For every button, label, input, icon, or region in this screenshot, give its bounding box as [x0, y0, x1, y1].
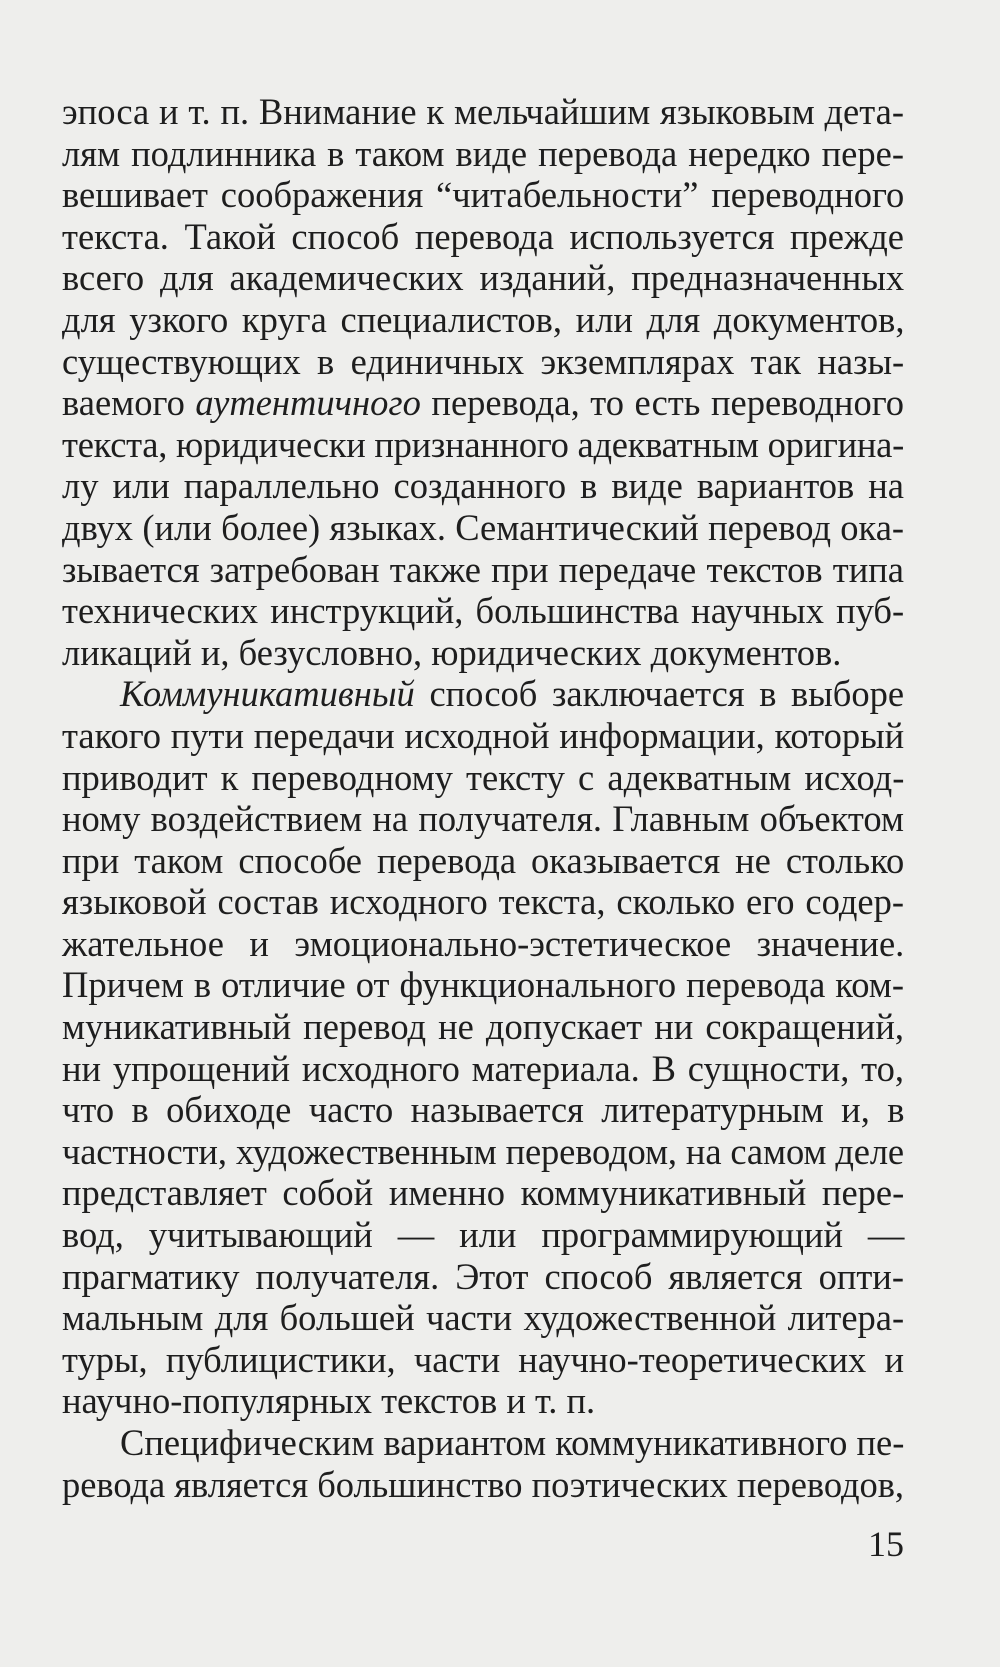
italic-term-communicative: Коммуникативный	[120, 673, 415, 715]
text-line: текста, юридически признанного адекватным оригина-	[62, 423, 904, 465]
text-line: туры, публицистики, части научно-теоретических и	[62, 1338, 904, 1380]
paragraph-2	[62, 673, 904, 1422]
paragraph-3	[62, 1422, 904, 1505]
text-line: при таком способе перевода оказывается не столько	[62, 839, 905, 881]
text-line: ному воздействием на получателя. Главным объектом	[62, 798, 904, 840]
text-line: лям подлинника в таком виде перевода нередко пере-	[62, 132, 904, 174]
text-run: способ заключается в выборе	[414, 673, 905, 715]
text-line: зывается затребован также при передаче текстов типа	[62, 548, 904, 590]
text-line: такого пути передачи исходной информации, который	[62, 714, 905, 756]
text-line: мальным для большей части художественной литера-	[62, 1297, 905, 1339]
text-line: для узкого круга специалистов, или для документов,	[62, 298, 905, 340]
italic-term-authentic: аутентичного	[195, 382, 421, 424]
text-line: прагматику получателя. Этот способ является опти-	[62, 1255, 904, 1297]
text-line: жательное и эмоционально-эстетическое значение.	[62, 922, 905, 964]
text-line: лу или параллельно созданного в виде вариантов на	[62, 465, 904, 507]
text-line: текста. Такой способ перевода используется прежде	[62, 215, 904, 257]
text-line: языковой состав исходного текста, сколько его содер-	[62, 881, 904, 923]
text-line: Причем в отличие от функционального перевода ком-	[62, 964, 904, 1006]
text-line: существующих в единичных экземплярах так назы-	[62, 340, 905, 382]
text-line: научно-популярных текстов и т. п.	[62, 1380, 596, 1422]
text-line: что в обиходе часто называется литературным и, в	[62, 1089, 905, 1131]
text-line: двух (или более) языках. Семантический перевод ока-	[62, 506, 905, 548]
text-line: ревода является большинство поэтических переводов,	[62, 1463, 904, 1505]
text-line: Специфическим вариантом коммуникативного пе-	[120, 1422, 905, 1463]
page-body	[62, 91, 904, 1505]
text-line: ликаций и, безусловно, юридических документов.	[62, 631, 842, 673]
text-line: ни упрощений исходного материала. В сущности, то,	[62, 1047, 904, 1089]
text-run: ваемого	[62, 382, 196, 424]
text-line: представляет собой именно коммуникативный пере-	[62, 1172, 905, 1214]
text-line: эпоса и т. п. Внимание к мельчайшим языковым дета-	[62, 91, 904, 132]
text-line	[62, 673, 904, 715]
text-line: муникативный перевод не допускает ни сокращений,	[62, 1006, 904, 1048]
text-line: вешивает соображения “читабельности” переводного	[62, 174, 905, 216]
text-line: приводит к переводному тексту с адекватным исход-	[62, 756, 905, 798]
text-line: всего для академических изданий, предназначенных	[62, 257, 905, 299]
paragraph-1	[62, 91, 904, 673]
text-line: вод, учитывающий — или программирующий —	[62, 1214, 905, 1256]
page-number: 15	[868, 1524, 904, 1564]
text-line: частности, художественным переводом, на самом деле	[62, 1130, 904, 1172]
text-line	[62, 382, 904, 424]
text-run: перевода, то есть переводного	[420, 382, 905, 424]
text-line: технических инструкций, большинства научных пуб-	[62, 590, 905, 632]
